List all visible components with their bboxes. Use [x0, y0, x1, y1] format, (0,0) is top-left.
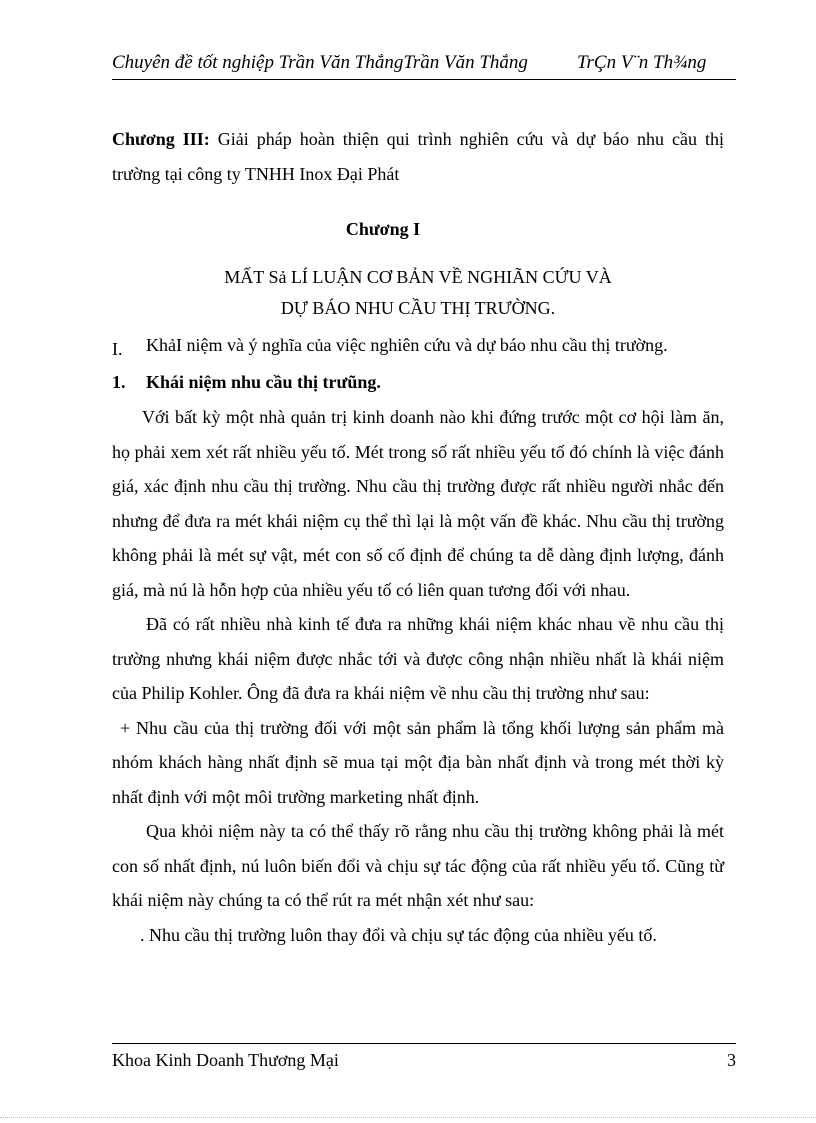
page-edge-divider [0, 1117, 816, 1118]
heading1-number: 1. [112, 372, 126, 392]
footer-rule [112, 1043, 736, 1044]
chapter3-paragraph [112, 122, 724, 191]
section1-heading [112, 330, 724, 364]
header-rule [112, 79, 736, 80]
bullet-item: . Nhu cầu thị trường luôn thay đổi và chịu sự tác động của nhiều yếu tố. [140, 924, 657, 945]
paragraph-3: + Nhu cầu của thị trường đối với một sản phẩm là tổng khối lượng sản phẩm mà nhóm khách hàng nhất định sẽ mua tại một địa bàn nhất định và trong mét thời kỳ nhất định với một môi trường marketing nhất định. [112, 717, 724, 807]
heading1-text: Khái niệm nhu cầu thị trưũng. [146, 372, 381, 392]
title-line-2: DỰ BÁO NHU CẦU THỊ TRƯỜNG. [280, 298, 556, 318]
page-header [112, 52, 736, 78]
footer-left-text: Khoa Kinh Doanh Thương Mại [112, 1050, 339, 1070]
heading1 [112, 364, 724, 400]
chapter3-label: Chương III: [112, 129, 210, 149]
chapter1-heading: Chương I [345, 219, 421, 239]
page-number: 3 [727, 1050, 736, 1070]
header-left-text: Chuyên đề tốt nghiệp Trần Văn ThắngTrần Văn Thắng [112, 52, 528, 73]
paragraph-4: Qua khỏi niệm này ta có thể thấy rõ rằng nhu cầu thị trường không phải là mét con số nhất định, nú luôn biến đổi và chịu sự tác động của rất nhiều yếu tố. Cũng từ khái niệm này chúng ta có thể rút ra mét nhận xét như sau: [112, 821, 724, 910]
section1-number: I. [112, 339, 123, 359]
title-line-1: MẤT Sả LÍ LUẬN CƠ BẢN VỀ NGHIÃN CỨU VÀ [224, 267, 612, 287]
section1-text: KhảI niệm và ý nghĩa của việc nghiên cứu và dự báo nhu cầu thị trường. [146, 335, 668, 355]
header-right-text: TrÇn V¨n Th¾ng [577, 52, 707, 73]
chapter3-text: Giải pháp hoàn thiện qui trình nghiên cứu và dự báo nhu cầu thị trường tại công ty TNHH Inox Đại Phát [112, 129, 724, 184]
paragraph-2: Đã có rất nhiều nhà kinh tế đưa ra những khái niệm khác nhau về nhu cầu thị trường nhưng khái niệm được nhắc tới và được công nhận nhiều nhất là khái niệm của Philip Kohler. Ông đã đưa ra khái niệm về nhu cầu thị trường như sau: [112, 614, 724, 703]
page-body [112, 122, 724, 952]
paragraph-1: Với bất kỳ một nhà quản trị kinh doanh nào khi đứng trước một cơ hội làm ăn, họ phải xem xét rất nhiều yếu tố. Mét trong số rất nhiều yếu tố đó chính là việc đánh giá, xác định nhu cầu thị trường. Nhu cầu thị trường được rất nhiều người nhắc đến nhưng để đưa ra mét khái niệm cụ thể thì lại là một vấn đề khác. Nhu cầu thị trường không phải là mét sự vật, mét con số cố định để chúng ta dễ dàng định lượng, đánh giá, mà nú là hỗn hợp của nhiều yếu tố có liên quan tương đối với nhau. [112, 407, 724, 600]
